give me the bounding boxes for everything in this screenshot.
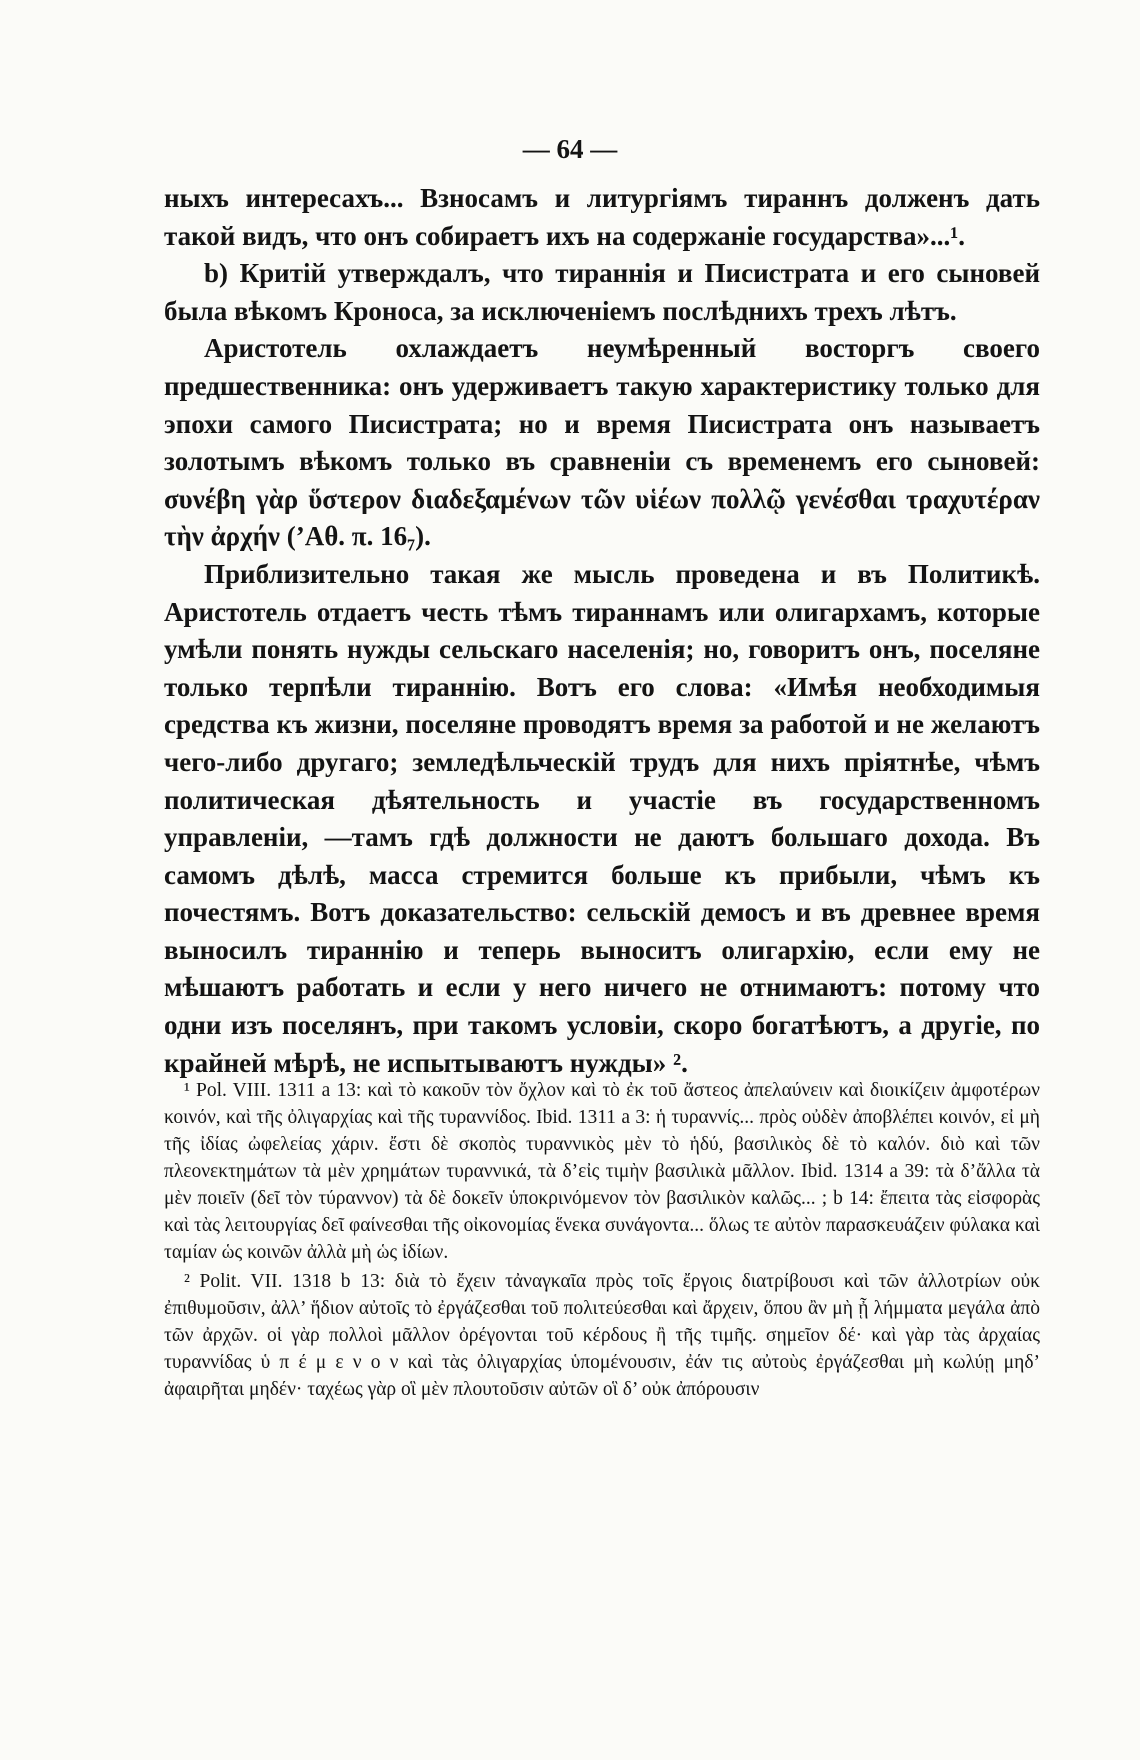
paragraph-1: ныхъ интересахъ... Взносамъ и литургіямъ тираннъ долженъ дать такой видъ, что онъ собираетъ ихъ на содержаніе государства»...¹.: [164, 183, 1040, 251]
paragraph-2: b) Критій утверждалъ, что тираннія и Писистрата и его сыновей была вѣкомъ Кроноса, за исключеніемъ послѣднихъ трехъ лѣтъ.: [164, 258, 1040, 326]
page-number: — 64 —: [522, 134, 618, 164]
footnotes: [164, 1077, 1040, 1405]
footnote-2: ² Polit. VII. 1318 b 13: διὰ τὸ ἔχειν τἀναγκαῖα πρὸς τοῖς ἔργοις διατρίβουσι καὶ τῶν ἀλλοτρίων οὐκ ἐπιθυμοῦσιν, ἀλλ’ ἥδιον αὐτοῖς τὸ ἐργάζεσθαι τοῦ πολιτεύεσθαι καὶ ἄρχειν, ὅπου ἂν μὴ ᾖ λήμματα μεγάλα ἀπὸ τῶν ἀρχῶν. οἱ γὰρ πολλοὶ μᾶλλον ὀρέγονται τοῦ κέρδους ἢ τῆς τιμῆς. σημεῖον δέ· καὶ γὰρ τὰς ἀρχαίας τυραννίδας ὑ π έ μ ε ν ο ν καὶ τὰς ὀλιγαρχίας ὑπομένουσιν, ἐάν τις αὐτοὺς ἐργάζεσθαι μὴ κωλύῃ μηδ’ ἀφαιρῆται μηδέν· ταχέως γὰρ οἳ μὲν πλουτοῦσιν αὐτῶν οἳ δ’ οὐκ ἀπόρουσιν: [164, 1271, 1040, 1400]
main-text: [164, 180, 1040, 1082]
paragraph-3: Аристотель охлаждаетъ неумѣренный восторгъ своего предшественника: онъ удерживаетъ такую характеристику только для эпохи самого Писистрата; но и время Писистрата онъ называетъ золотымъ вѣкомъ только въ сравненіи съ временемъ его сыновей: συνέβη γὰρ ὕστερον διαδεξαμένων τῶν υἱέων πολλῷ γενέσθαι τραχυτέραν τὴν ἀρχήν (’Αθ. π. 16₇).: [164, 333, 1040, 552]
paragraph-4: Приблизительно такая же мысль проведена и въ Политикѣ. Аристотель отдаетъ честь тѣмъ тираннамъ или олигархамъ, которые умѣли понять нужды сельскаго населенія; но, говоритъ онъ, поселяне только терпѣли тираннію. Вотъ его слова: «Имѣя необходимыя средства къ жизни, поселяне проводятъ время за работой и не желаютъ чего-либо другаго; земледѣльческій трудъ для нихъ пріятнѣе, чѣмъ политическая дѣятельность и участіе въ государственномъ управленіи, —тамъ гдѣ должности не даютъ большаго дохода. Въ самомъ дѣлѣ, масса стремится больше къ прибыли, чѣмъ къ почестямъ. Вотъ доказательство: сельскій демосъ и въ древнее время выносилъ тираннію и теперь выноситъ олигархію, если ему не мѣшаютъ работать и если у него ничего не отнимаютъ: потому что одни изъ поселянъ, при такомъ условіи, скоро богатѣютъ, а другіе, по крайней мѣрѣ, не испытываютъ нужды» ².: [164, 558, 1040, 1078]
footnote-1: ¹ Pol. VIII. 1311 a 13: καὶ τὸ κακοῦν τὸν ὄχλον καὶ τὸ ἐκ τοῦ ἄστεος ἀπελαύνειν καὶ διοικίζειν ἀμφοτέρων κοινόν, καὶ τῆς ὀλιγαρχίας καὶ τῆς τυραννίδος. Ibid. 1311 a 3: ἡ τυραννίς... πρὸς οὐδὲν ἀποβλέπει κοινόν, εἰ μὴ τῆς ἰδίας ὠφελείας χάριν. ἔστι δὲ σκοπὸς τυραννικὸς μὲν τὸ ἡδύ, βασιλικὸς δὲ τὸ καλόν. διὸ καὶ τῶν πλεονεκτημάτων τὰ μὲν χρημάτων τυραννικά, τὰ δ’εἰς τιμὴν βασιλικὰ μᾶλλον. Ibid. 1314 a 39: τὰ δ’ἄλλα τὰ μὲν ποιεῖν (δεῖ τὸν τύραννον) τὰ δὲ δοκεῖν ὑποκρινόμενον τὸν βασιλικὸν καλῶς... ; b 14: ἔπειτα τὰς εἰσφορὰς καὶ τὰς λειτουργίας δεῖ φαίνεσθαι τῆς οἰκονομίας ἕνεκα συνάγοντα... ὅλως τε αὐτὸν παρασκευάζειν φύλακα καὶ ταμίαν ὡς κοινῶν ἀλλὰ μὴ ὡς ἰδίων.: [164, 1080, 1040, 1263]
